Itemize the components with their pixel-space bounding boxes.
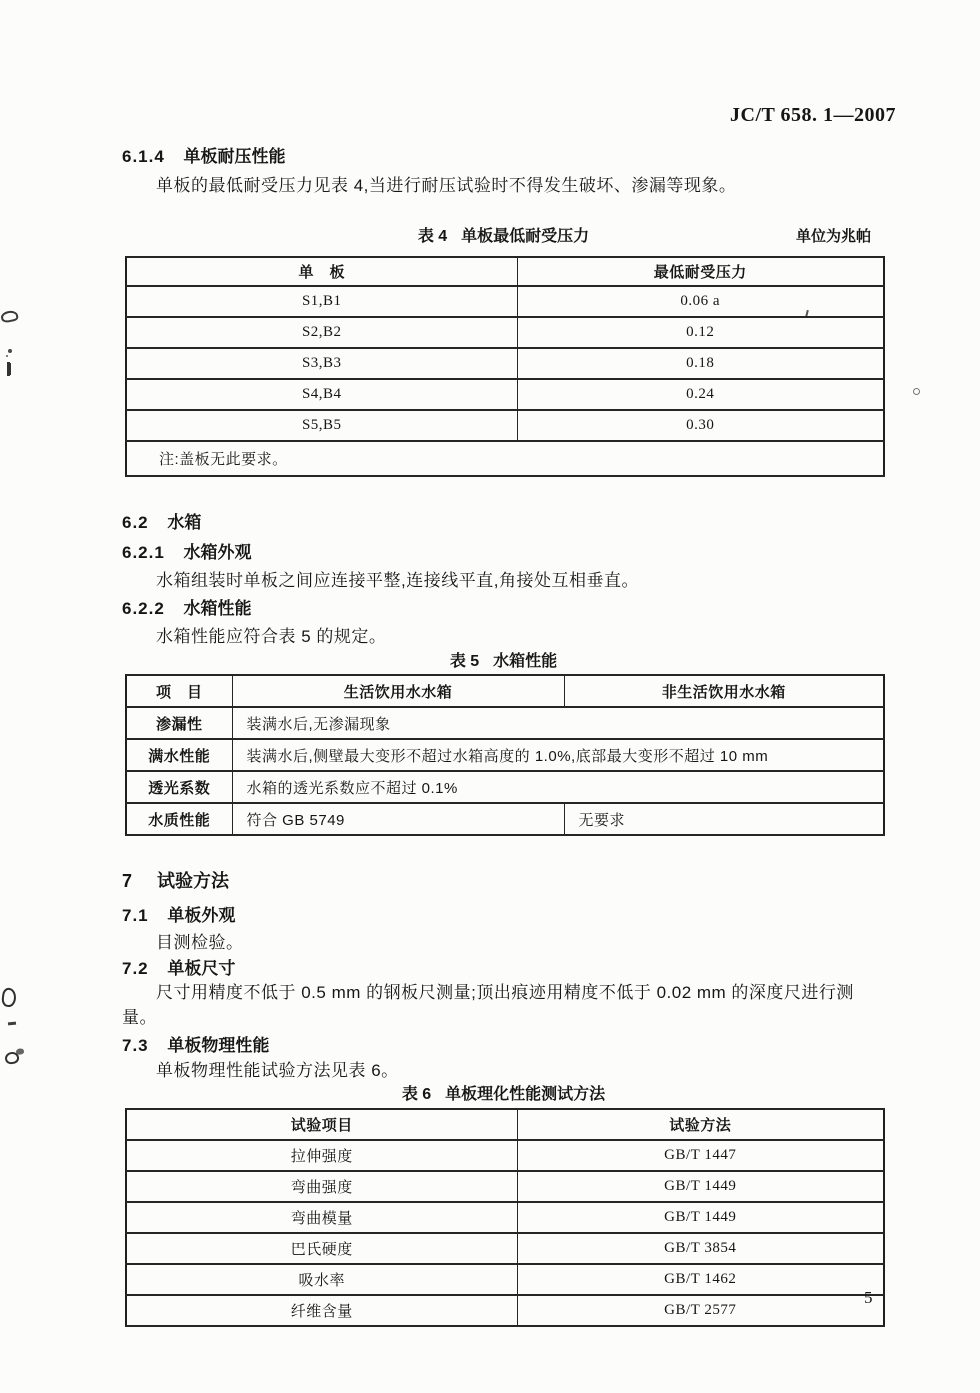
heading-title: 单板物理性能 bbox=[167, 1036, 270, 1055]
item-cell: 弯曲强度 bbox=[126, 1171, 517, 1202]
table-row bbox=[126, 707, 884, 739]
pressure-cell: 0.06 a bbox=[517, 286, 884, 317]
heading-title: 水箱外观 bbox=[183, 543, 252, 562]
heading-number: 6.2.2 bbox=[122, 599, 165, 618]
page-number: 5 bbox=[864, 1288, 873, 1307]
heading-number: 6.2 bbox=[122, 513, 149, 532]
doc-code: JC/T 658. 1—2007 bbox=[730, 104, 896, 126]
table6-col-header: 试验方法 bbox=[517, 1109, 884, 1140]
table5-caption-title: 水箱性能 bbox=[493, 653, 558, 670]
table-row bbox=[126, 410, 884, 441]
method-cell: GB/T 2577 bbox=[517, 1295, 884, 1326]
item-cell: 吸水率 bbox=[126, 1264, 517, 1295]
table5 bbox=[125, 674, 885, 836]
scan-artifact bbox=[8, 349, 12, 353]
heading-title: 单板耐压性能 bbox=[183, 147, 286, 166]
heading-number: 7.2 bbox=[122, 959, 149, 978]
para-7-1: 目测检验。 bbox=[156, 933, 244, 952]
table4-col-header: 单 板 bbox=[126, 257, 517, 286]
table-row bbox=[126, 739, 884, 771]
heading-6-2-2 bbox=[122, 598, 885, 620]
item-cell: 渗漏性 bbox=[126, 707, 232, 739]
heading-number: 6.1.4 bbox=[122, 147, 165, 166]
table6-caption-title: 单板理化性能测试方法 bbox=[445, 1086, 606, 1103]
table-row bbox=[126, 379, 884, 410]
heading-title: 单板外观 bbox=[167, 906, 236, 925]
scan-artifact bbox=[1, 987, 18, 1008]
value-cell: 装满水后,侧壁最大变形不超过水箱高度的 1.0%,底部最大变形不超过 10 mm bbox=[232, 739, 884, 771]
pressure-cell: 0.12 bbox=[517, 317, 884, 348]
table5-col-header: 非生活饮用水水箱 bbox=[564, 675, 884, 707]
heading-6-2 bbox=[122, 512, 885, 534]
scan-artifact bbox=[8, 1022, 16, 1026]
para-7-3: 单板物理性能试验方法见表 6。 bbox=[156, 1061, 399, 1080]
heading-title: 水箱 bbox=[167, 513, 202, 532]
panel-cell: S1,B1 bbox=[126, 286, 517, 317]
item-cell: 透光系数 bbox=[126, 771, 232, 803]
table-row bbox=[126, 286, 884, 317]
item-cell: 水质性能 bbox=[126, 803, 232, 835]
para-7-2: 尺寸用精度不低于 0.5 mm 的钢板尺测量;顶出痕迹用精度不低于 0.02 mm 的深度尺进行测量。 bbox=[122, 983, 854, 1027]
panel-cell: S4,B4 bbox=[126, 379, 517, 410]
table6-caption bbox=[122, 1083, 885, 1107]
value-cell: 装满水后,无渗漏现象 bbox=[232, 707, 884, 739]
method-cell: GB/T 1462 bbox=[517, 1264, 884, 1295]
heading-7-2 bbox=[122, 958, 885, 980]
para-6-2-1: 水箱组装时单板之间应连接平整,连接线平直,角接处互相垂直。 bbox=[156, 571, 639, 590]
table5-caption bbox=[122, 650, 885, 674]
table6 bbox=[125, 1108, 885, 1327]
table4-caption-label: 表 4 bbox=[417, 228, 448, 245]
table4-header-row bbox=[126, 257, 884, 286]
pressure-cell: 0.24 bbox=[517, 379, 884, 410]
panel-cell: S5,B5 bbox=[126, 410, 517, 441]
para-6-2-2: 水箱性能应符合表 5 的规定。 bbox=[156, 627, 387, 646]
pressure-cell: 0.30 bbox=[517, 410, 884, 441]
panel-cell: S3,B3 bbox=[126, 348, 517, 379]
heading-number: 7.3 bbox=[122, 1036, 149, 1055]
pressure-cell: 0.18 bbox=[517, 348, 884, 379]
scan-artifact bbox=[7, 362, 10, 376]
table4-col-header: 最低耐受压力 bbox=[517, 257, 884, 286]
table-row bbox=[126, 1140, 884, 1171]
method-cell: GB/T 3854 bbox=[517, 1233, 884, 1264]
item-cell: 满水性能 bbox=[126, 739, 232, 771]
table-row bbox=[126, 803, 884, 835]
item-cell: 拉伸强度 bbox=[126, 1140, 517, 1171]
heading-number: 7.1 bbox=[122, 906, 149, 925]
item-cell: 弯曲模量 bbox=[126, 1202, 517, 1233]
table-row bbox=[126, 317, 884, 348]
table-row bbox=[126, 1295, 884, 1326]
table5-header-row bbox=[126, 675, 884, 707]
heading-7 bbox=[122, 869, 885, 893]
panel-cell: S2,B2 bbox=[126, 317, 517, 348]
heading-6-2-1 bbox=[122, 542, 885, 564]
method-cell: GB/T 1449 bbox=[517, 1202, 884, 1233]
page-content bbox=[122, 0, 885, 1327]
value-cell: 无要求 bbox=[564, 803, 884, 835]
table6-caption-label: 表 6 bbox=[401, 1086, 432, 1103]
item-cell: 巴氏硬度 bbox=[126, 1233, 517, 1264]
table-row bbox=[126, 1171, 884, 1202]
method-cell: GB/T 1449 bbox=[517, 1171, 884, 1202]
table4-unit-note: 单位为兆帕 bbox=[795, 228, 871, 245]
heading-title: 单板尺寸 bbox=[167, 959, 236, 978]
table4-note: 注:盖板无此要求。 bbox=[126, 441, 884, 476]
table4-note-row bbox=[126, 441, 884, 476]
scan-artifact bbox=[913, 388, 920, 395]
value-cell: 水箱的透光系数应不超过 0.1% bbox=[232, 771, 884, 803]
table4 bbox=[125, 256, 885, 477]
heading-7-3 bbox=[122, 1035, 885, 1057]
method-cell: GB/T 1447 bbox=[517, 1140, 884, 1171]
scan-artifact bbox=[4, 1051, 20, 1065]
heading-title: 水箱性能 bbox=[183, 599, 252, 618]
heading-number: 6.2.1 bbox=[122, 543, 165, 562]
table5-col-header: 生活饮用水水箱 bbox=[232, 675, 564, 707]
table6-col-header: 试验项目 bbox=[126, 1109, 517, 1140]
table5-col-header: 项 目 bbox=[126, 675, 232, 707]
item-cell: 纤维含量 bbox=[126, 1295, 517, 1326]
heading-7-1 bbox=[122, 905, 885, 927]
table6-header-row bbox=[126, 1109, 884, 1140]
table5-caption-label: 表 5 bbox=[449, 653, 480, 670]
value-cell: 符合 GB 5749 bbox=[232, 803, 564, 835]
table4-caption-title: 单板最低耐受压力 bbox=[461, 228, 590, 245]
heading-title: 试验方法 bbox=[157, 871, 230, 891]
heading-6-1-4 bbox=[122, 146, 885, 168]
para-6-1-4: 单板的最低耐受压力见表 4,当进行耐压试验时不得发生破坏、渗漏等现象。 bbox=[156, 176, 737, 195]
scan-artifact bbox=[0, 309, 19, 323]
table-row bbox=[126, 771, 884, 803]
table-row bbox=[126, 348, 884, 379]
table-row bbox=[126, 1233, 884, 1264]
table4-caption bbox=[122, 225, 885, 249]
heading-number: 7 bbox=[122, 871, 133, 891]
table-row bbox=[126, 1202, 884, 1233]
table-row bbox=[126, 1264, 884, 1295]
